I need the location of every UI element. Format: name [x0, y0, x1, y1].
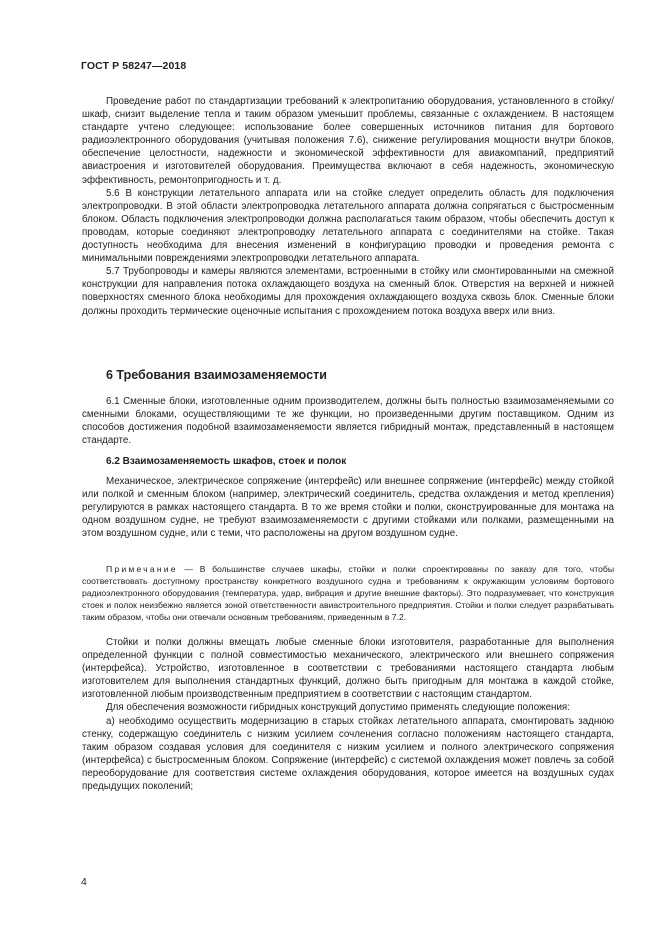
note-label: Примечание	[106, 564, 178, 574]
section-6-heading: 6 Требования взаимозаменяемости	[106, 368, 327, 382]
paragraph: Проведение работ по стандартизации требований к электропитанию оборудования, установленного в стойку/шкаф, снизит выделение тепла и таким образом уменьшит проблемы, связанные с охлаждением. В настоящем стандарте учтено следующее: использование более совершенных источников питания для бортового радиоэлектронного оборудования (учитывая положения 7.6), снижение регулирования мощности внутри блоков, обеспечение целостности, надежности и экономической эффективности для авиакомпаний, предприятий авиастроения и изготовителей оборудования. Преимущества включают в себя надежность, экономическую эффективность, ремонтопригодность и т. д.	[82, 96, 614, 186]
paragraph: Стойки и полки должны вмещать любые сменные блоки изготовителя, разработанные для выполнения определенной функции с полной совместимостью механического, электрического или внешнего сопряжения (интерфейса). Устройство, изготовленное в соответствии с требованиями настоящего стандарта любым изготовителем для выполнения стандартных функций, должно быть пригодным для монтажа в каждой стойке, изготовленной любым производственным предприятием в соответствии с настоящим стандартом.	[82, 637, 614, 701]
page-number: 4	[81, 876, 87, 888]
section-6-2-heading: 6.2 Взаимозаменяемость шкафов, стоек и полок	[106, 456, 347, 467]
note-block	[82, 564, 614, 624]
list-item-a: а) необходимо осуществить модернизацию в старых стойках летательного аппарата, смонтировать заднюю стенку, содержащую соединитель с низким усилием сочленения согласно положениям настоящего стандарта, таким образом создавая условия для соединителя с низким усилием и полного электрического сопряжения (интерфейса) с быстросменным блоком. Сопряжение (интерфейс) с системой охлаждения может повлечь за собой переоборудование для соответствия системе охлаждения оборудования, которое имеется на воздушных судах предыдущих поколений;	[82, 715, 614, 793]
paragraph: Для обеспечения возможности гибридных конструкций допустимо применять следующие положения:	[106, 702, 570, 714]
text-block-6-2	[82, 475, 614, 540]
paragraph-6-1: 6.1 Сменные блоки, изготовленные одним производителем, должны быть полностью взаимозаменяемыми со сменными блоками, осуществляющими те же функции, но произведенными другим поставщиком. Одним из способов достижения подобной взаимозаменяемости является гибридный монтаж, представленный в настоящем стандарте.	[82, 396, 614, 447]
paragraph-5-6: 5.6 В конструкции летательного аппарата или на стойке следует определить область для подключения электропроводки. В этой области электропроводка летательного аппарата должна сопрягаться с быстросменным блоком. Область подключения электропроводки должна располагаться таким образом, чтобы обеспечить доступ к проводам, которые соединяют электропроводку летательного аппарата с соединителями на стойке. Такая доступность необходима для внесения изменений в конфигурацию проводки и проведения ремонта с минимальными повреждениями электропроводки летательного аппарата.	[82, 187, 614, 265]
text-block-final	[82, 636, 614, 793]
text-block-intro	[82, 95, 614, 318]
note-text: — В большинстве случаев шкафы, стойки и полки спроектированы по заказу для того, чтобы соответствовать доступному пространству конкретного воздушного судна и требованиям к окружающим условиям бортового радиоэлектронного оборудования (температура, удар, вибрация и другие внешние факторы). Это подразумевает, что конструкция стоек и полок неизбежно является зоной ответственности авиастроительного предприятия. Стойки и полки следует разрабатывать таким образом, чтобы они отвечали основным требованиям, приведенным в 7.2.	[82, 564, 614, 622]
paragraph-5-7: 5.7 Трубопроводы и камеры являются элементами, встроенными в стойку или смонтированными на смежной конструкции для направления потока охлаждающего воздуха на сменный блок. Отверстия на верхней и нижней поверхностях сменного блока необходимы для прохождения охлаждающего воздуха сквозь блок. Сменные блоки должны проходить термические оценочные испытания с прохождением потока воздуха вверх или вниз.	[82, 266, 614, 317]
paragraph: Механическое, электрическое сопряжение (интерфейс) или внешнее сопряжение (интерфейс) между стойкой или полкой и сменным блоком (например, электрический соединитель, средства охлаждения и метод крепления) регулируются в рамках настоящего стандарта. В то же время стойки и полки, сконструированные для монтажа на одном воздушном судне, не требуют взаимозаменяемости с другими стойками или полками, размещенными на этом воздушном судне, или с теми, что расположены на другом воздушном судне.	[82, 476, 614, 540]
text-block-6-1	[82, 395, 614, 447]
document-header: ГОСТ Р 58247—2018	[81, 60, 187, 72]
